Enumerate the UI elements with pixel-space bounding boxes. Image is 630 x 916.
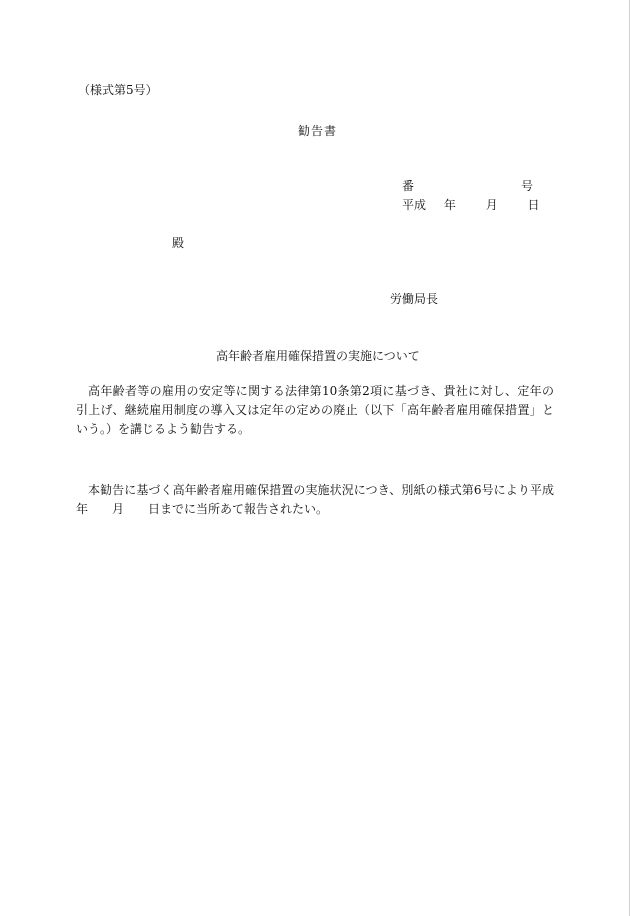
issuer-title: 労働局長	[390, 292, 439, 306]
date-year: 年	[443, 198, 456, 212]
document-title: 勧告書	[298, 124, 338, 138]
date-day: 日	[527, 198, 540, 212]
form-number-label: （様式第5号）	[78, 83, 158, 97]
addressee-suffix: 殿	[172, 236, 185, 250]
number-prefix: 番	[402, 179, 415, 193]
recommendation-paragraph: 高年齢者等の雇用の安定等に関する法律第10条第2項に基づき、貴社に対し、定年の引上げ、継続雇用制度の導入又は定年の定めの廃止（以下「高年齢者雇用確保措置」という。）を講じるよう勧告する。	[76, 384, 554, 436]
subject-line: 高年齢者雇用確保措置の実施について	[216, 349, 420, 363]
date-era: 平成	[402, 198, 427, 212]
date-line	[402, 199, 540, 211]
report-request-paragraph: 本勧告に基づく高年齢者雇用確保措置の実施状況につき、別紙の様式第6号により平成 年 月 日までに当所あて報告されたい。	[76, 483, 579, 516]
date-month: 月	[485, 198, 498, 212]
number-suffix: 号	[521, 179, 534, 193]
